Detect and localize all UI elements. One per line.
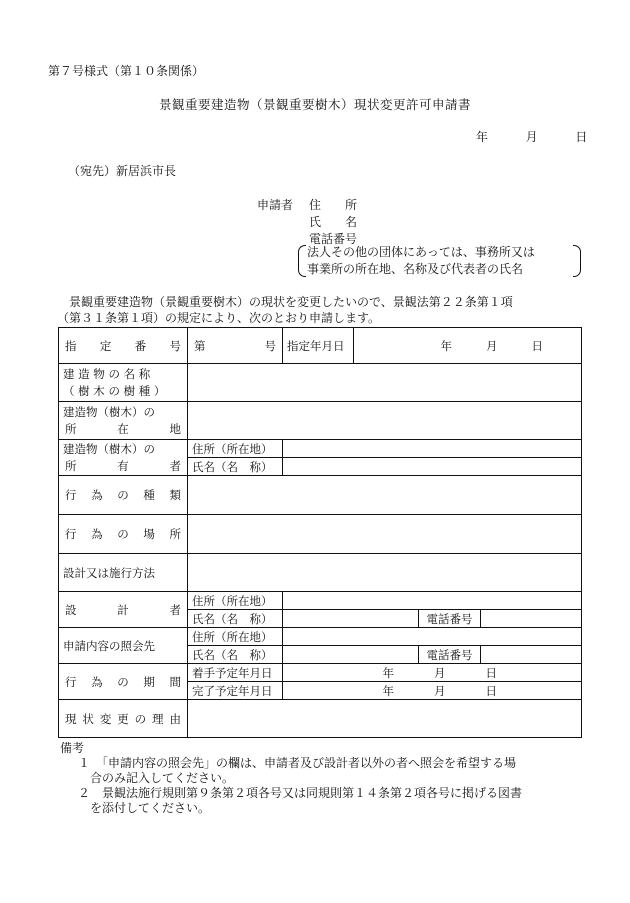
table-row: [59, 476, 582, 515]
table-row: [59, 364, 582, 402]
act-place-field[interactable]: [188, 515, 582, 554]
intro-line1: 景観重要建造物（景観重要樹木）の現状を変更したいので、景観法第２２条第１項: [69, 295, 513, 309]
table-row: [59, 628, 582, 646]
end-date-field[interactable]: 年 月 日: [283, 682, 582, 700]
table-row: [59, 515, 582, 554]
designer-name-label: 氏名（名 称）: [188, 610, 283, 628]
location-field[interactable]: [188, 402, 582, 440]
right-bracket: [573, 245, 581, 277]
contact-address-label: 住所（所在地）: [188, 628, 283, 646]
table-row: [59, 402, 582, 440]
contact-phone-label: 電話番号: [419, 646, 481, 664]
application-table: [58, 327, 582, 738]
designer-name-field[interactable]: [283, 610, 419, 628]
designer-address-label: 住所（所在地）: [188, 592, 283, 610]
reason-label: 現 状 変 更 の 理 由: [59, 700, 188, 738]
designation-date-cell[interactable]: 年 月 日: [354, 328, 582, 364]
note-1-line1: １ 「申請内容の照会先」の欄は、申請者及び設計者以外の者へ照会を希望する場: [78, 756, 517, 770]
act-type-field[interactable]: [188, 476, 582, 515]
period-label: 行 為 の 期 間: [59, 664, 188, 700]
intro-text: [57, 294, 587, 326]
applicant-name-label: 氏 名: [309, 215, 358, 229]
intro-line2: （第３１条第１項）の規定により、次のとおり申請します。: [57, 311, 381, 325]
corporation-note: [298, 244, 581, 278]
submission-date: [476, 128, 587, 145]
table-row: [59, 440, 582, 458]
reason-field[interactable]: [188, 700, 582, 738]
note-2-line1: ２ 景観法施行規則第９条第２項各号又は同規則第１４条第２項各号に掲げる図書: [78, 786, 523, 800]
table-row: [59, 328, 582, 364]
contact-address-field[interactable]: [283, 628, 582, 646]
table-row: [59, 592, 582, 610]
location-label: 建造物（樹木）の 所 在 地: [59, 402, 188, 440]
applicant-phone-label: 電話番号: [309, 232, 358, 246]
start-date-label: 着手予定年月日: [188, 664, 283, 682]
corporation-note-line2: 事業所の所在地、名称及び代表者の氏名: [307, 262, 524, 276]
designer-address-field[interactable]: [283, 592, 582, 610]
designation-label-cell: 指 定 番 号: [59, 328, 188, 364]
start-date-field[interactable]: 年 月 日: [283, 664, 582, 682]
note-1-line2: 合のみ記入してください。: [90, 771, 235, 785]
date-day: 日: [575, 130, 588, 144]
table-row: [59, 664, 582, 682]
building-name-field[interactable]: [188, 364, 582, 402]
owner-name-field[interactable]: [283, 458, 582, 476]
designer-label: 設 計 者: [59, 592, 188, 628]
designer-phone-field[interactable]: [481, 610, 582, 628]
design-method-label: 設計又は施行方法: [59, 554, 188, 592]
applicant-block: [257, 197, 357, 248]
act-place-label: 行 為 の 場 所: [59, 515, 188, 554]
end-date-label: 完了予定年月日: [188, 682, 283, 700]
building-name-label: 建 造 物 の 名 称 （ 樹 木 の 樹 種 ）: [59, 364, 188, 402]
form-number: 第７号様式（第１０条関係）: [48, 64, 205, 78]
document-title: 景観重要建造物（景観重要樹木）現状変更許可申請書: [158, 97, 471, 112]
design-method-field[interactable]: [188, 554, 582, 592]
date-month: 月: [525, 130, 538, 144]
corporation-note-line1: 法人その他の団体にあっては、事務所又は: [307, 245, 535, 259]
note-2-line2: を添付してください。: [90, 801, 211, 815]
notes-section: [60, 741, 590, 816]
designation-number-cell[interactable]: 第 号: [188, 328, 283, 364]
owner-label: 建造物（樹木）の 所 有 者: [59, 440, 188, 476]
act-type-label: 行 為 の 種 類: [59, 476, 188, 515]
contact-label: 申請内容の照会先: [59, 628, 188, 664]
applicant-label: 申請者: [257, 198, 294, 212]
table-row: [59, 700, 582, 738]
owner-name-label: 氏名（名 称）: [188, 458, 283, 476]
designer-phone-label: 電話番号: [419, 610, 481, 628]
applicant-address-label: 住 所: [309, 198, 358, 212]
date-year: 年: [476, 130, 489, 144]
notes-heading: 備考: [60, 741, 85, 755]
left-bracket: [298, 245, 306, 277]
contact-name-field[interactable]: [283, 646, 419, 664]
addressee: （宛先）新居浜市長: [68, 164, 177, 178]
table-row: [59, 554, 582, 592]
contact-name-label: 氏名（名 称）: [188, 646, 283, 664]
designation-date-label: 指定年月日: [283, 328, 354, 364]
owner-address-field[interactable]: [283, 440, 582, 458]
contact-phone-field[interactable]: [481, 646, 582, 664]
owner-address-label: 住所（所在地）: [188, 440, 283, 458]
